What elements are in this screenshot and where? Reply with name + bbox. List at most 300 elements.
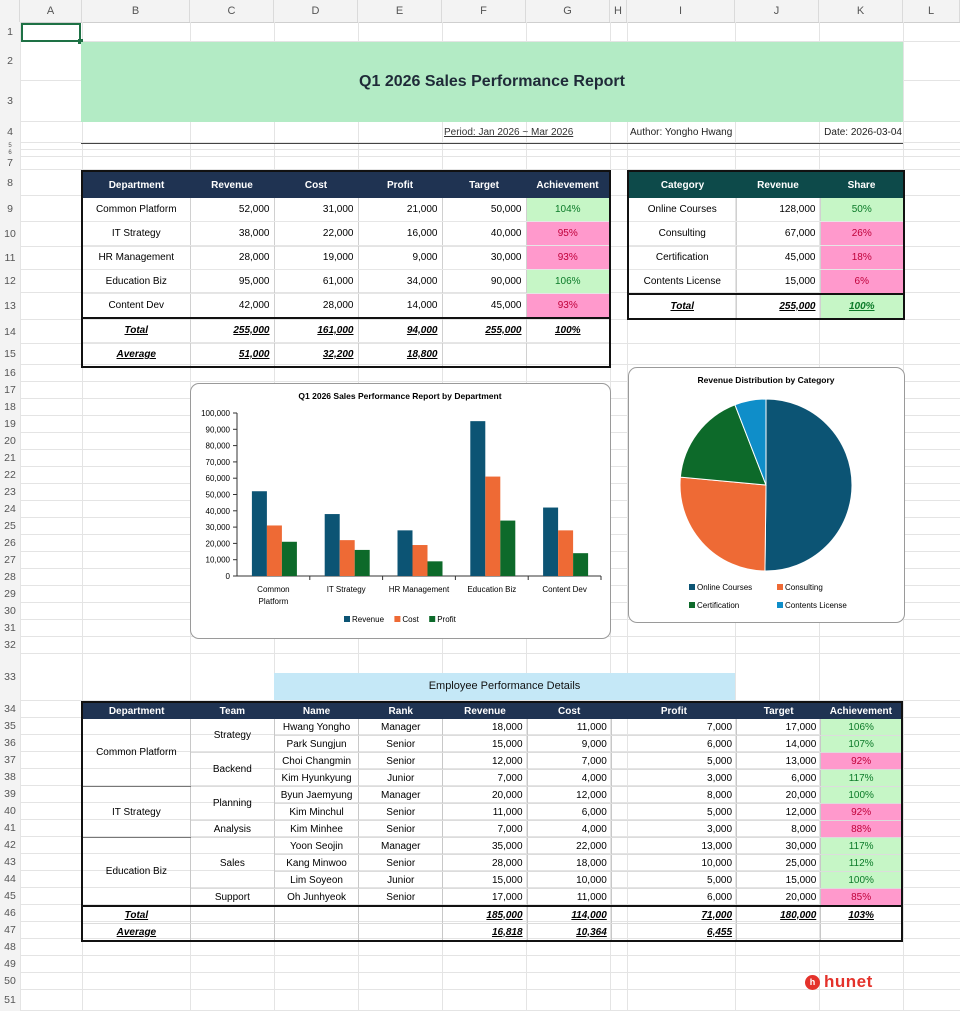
- column-header-cell[interactable]: Revenue: [443, 702, 527, 719]
- row-header[interactable]: 43: [4, 856, 16, 868]
- total-cell[interactable]: Total: [82, 318, 190, 343]
- profit-cell[interactable]: 7,000: [611, 719, 736, 736]
- x-tick-label: Platform: [258, 597, 289, 606]
- rank-cell[interactable]: Manager: [359, 787, 443, 804]
- team-cell[interactable]: Backend: [190, 753, 274, 787]
- bar-revenue: [325, 514, 340, 576]
- column-header-cell[interactable]: Department: [82, 702, 190, 719]
- row-header[interactable]: 13: [4, 300, 16, 312]
- column-header[interactable]: K: [819, 0, 903, 22]
- row-header[interactable]: 6: [8, 150, 12, 156]
- bar-cost: [267, 525, 282, 576]
- row-header[interactable]: 47: [4, 924, 16, 936]
- row-header[interactable]: 9: [7, 203, 13, 215]
- profit-cell[interactable]: 14,000: [358, 294, 442, 319]
- row-header[interactable]: 25: [4, 520, 16, 532]
- legend-swatch: [689, 584, 695, 590]
- revenue-cell[interactable]: 15,000: [736, 270, 820, 295]
- header-target: Target: [442, 171, 526, 198]
- name-cell[interactable]: Kim Minchul: [274, 804, 358, 821]
- table-row: [628, 246, 904, 270]
- column-header-bar: [0, 0, 960, 23]
- share-cell[interactable]: 18%: [820, 246, 904, 270]
- achievement-cell[interactable]: 100%: [821, 872, 902, 889]
- row-header[interactable]: 49: [4, 958, 16, 970]
- name-cell[interactable]: Yoon Seojin: [274, 838, 358, 855]
- row-header[interactable]: 11: [4, 252, 16, 264]
- category-cell[interactable]: Online Courses: [628, 198, 736, 222]
- target-cell[interactable]: 20,000: [737, 889, 821, 907]
- total-cell[interactable]: 185,000: [443, 906, 527, 924]
- revenue-cell[interactable]: 42,000: [190, 294, 274, 319]
- name-cell[interactable]: Lim Soyeon: [274, 872, 358, 889]
- name-cell[interactable]: Choi Changmin: [274, 753, 358, 770]
- column-header-cell[interactable]: Achievement: [821, 702, 902, 719]
- achievement-cell[interactable]: 117%: [821, 838, 902, 855]
- x-tick-label: Common: [257, 585, 290, 594]
- target-cell[interactable]: 14,000: [737, 736, 821, 753]
- table-row: [82, 821, 902, 838]
- row-header[interactable]: 21: [4, 452, 16, 464]
- cost-cell[interactable]: 9,000: [527, 736, 611, 753]
- row-header[interactable]: 7: [7, 157, 13, 169]
- column-header[interactable]: F: [442, 0, 526, 22]
- revenue-cell[interactable]: 17,000: [443, 889, 527, 907]
- cost-cell[interactable]: 31,000: [274, 198, 358, 222]
- category-summary-table: [627, 170, 905, 320]
- department-cell[interactable]: IT Strategy: [82, 787, 190, 838]
- row-header[interactable]: 28: [4, 571, 16, 583]
- bar-revenue: [252, 491, 267, 576]
- row-header[interactable]: 41: [4, 822, 16, 834]
- row-header[interactable]: 40: [4, 805, 16, 817]
- revenue-cell[interactable]: 20,000: [443, 787, 527, 804]
- column-header[interactable]: A: [20, 0, 82, 22]
- cost-cell[interactable]: 12,000: [527, 787, 611, 804]
- table-row: [628, 270, 904, 295]
- page-title: Q1 2026 Sales Performance Report: [81, 42, 903, 122]
- meta-divider: [81, 143, 903, 144]
- revenue-cell[interactable]: 52,000: [190, 198, 274, 222]
- bar-revenue: [470, 421, 485, 576]
- share-cell[interactable]: 6%: [820, 270, 904, 295]
- average-cell[interactable]: 18,800: [358, 343, 442, 368]
- target-cell[interactable]: 13,000: [737, 753, 821, 770]
- header-department: Department: [82, 171, 190, 198]
- target-cell[interactable]: 20,000: [737, 787, 821, 804]
- team-cell[interactable]: Analysis: [190, 821, 274, 838]
- bar-profit: [428, 561, 443, 576]
- profit-cell[interactable]: 9,000: [358, 246, 442, 270]
- header-share: Share: [820, 171, 904, 198]
- row-header[interactable]: 3: [7, 95, 13, 107]
- total-cell[interactable]: 114,000: [527, 906, 611, 924]
- average-cell[interactable]: [526, 343, 610, 368]
- column-header-cell[interactable]: Name: [274, 702, 358, 719]
- rank-cell[interactable]: Manager: [359, 838, 443, 855]
- header-profit: Profit: [358, 171, 442, 198]
- logo-text: hunet: [824, 972, 873, 991]
- average-cell[interactable]: [190, 924, 274, 942]
- target-cell[interactable]: 12,000: [737, 804, 821, 821]
- column-header[interactable]: B: [82, 0, 190, 22]
- header-category: Category: [628, 171, 736, 198]
- row-header[interactable]: 23: [4, 486, 16, 498]
- total-cell[interactable]: 255,000: [442, 318, 526, 343]
- total-cell[interactable]: 255,000: [736, 294, 820, 319]
- achievement-cell[interactable]: 85%: [821, 889, 902, 907]
- profit-cell[interactable]: 21,000: [358, 198, 442, 222]
- profit-cell[interactable]: 16,000: [358, 222, 442, 246]
- target-cell[interactable]: 6,000: [737, 770, 821, 787]
- cost-cell[interactable]: 22,000: [274, 222, 358, 246]
- profit-cell[interactable]: 3,000: [611, 821, 736, 838]
- legend-swatch: [777, 602, 783, 608]
- average-cell[interactable]: 10,364: [527, 924, 611, 942]
- column-header[interactable]: L: [903, 0, 960, 22]
- rank-cell[interactable]: Senior: [359, 889, 443, 907]
- category-cell[interactable]: Certification: [628, 246, 736, 270]
- name-cell[interactable]: Kim Minhee: [274, 821, 358, 838]
- cost-cell[interactable]: 11,000: [527, 719, 611, 736]
- row-header[interactable]: 15: [4, 348, 16, 360]
- row-header[interactable]: 37: [4, 754, 16, 766]
- row-header[interactable]: 26: [4, 537, 16, 549]
- achievement-cell[interactable]: 117%: [821, 770, 902, 787]
- achievement-cell[interactable]: 93%: [526, 294, 610, 319]
- cost-cell[interactable]: 22,000: [527, 838, 611, 855]
- column-header[interactable]: C: [190, 0, 274, 22]
- revenue-cell[interactable]: 7,000: [443, 821, 527, 838]
- select-all-corner[interactable]: [0, 0, 20, 22]
- total-cell[interactable]: 100%: [526, 318, 610, 343]
- achievement-cell[interactable]: 112%: [821, 855, 902, 872]
- rank-cell[interactable]: Junior: [359, 872, 443, 889]
- row-header[interactable]: 2: [7, 55, 13, 67]
- target-cell[interactable]: 45,000: [442, 294, 526, 319]
- row-header[interactable]: 10: [4, 228, 16, 240]
- legend-swatch: [689, 602, 695, 608]
- cost-cell[interactable]: 19,000: [274, 246, 358, 270]
- profit-cell[interactable]: 6,000: [611, 889, 736, 907]
- bar-revenue: [543, 508, 558, 576]
- employee-performance-table: [81, 701, 903, 942]
- achievement-cell[interactable]: 92%: [821, 804, 902, 821]
- row-header[interactable]: 36: [4, 737, 16, 749]
- name-cell[interactable]: Oh Junhyeok: [274, 889, 358, 907]
- row-header[interactable]: 27: [4, 554, 16, 566]
- share-cell[interactable]: 26%: [820, 222, 904, 246]
- bar-cost: [558, 530, 573, 576]
- legend-swatch-revenue: [344, 616, 350, 622]
- logo-icon: h: [805, 975, 820, 990]
- average-cell[interactable]: [821, 924, 902, 942]
- cost-cell[interactable]: 11,000: [527, 889, 611, 907]
- profit-cell[interactable]: 34,000: [358, 270, 442, 294]
- target-cell[interactable]: 50,000: [442, 198, 526, 222]
- profit-cell[interactable]: 8,000: [611, 787, 736, 804]
- team-cell[interactable]: Support: [190, 889, 274, 907]
- cost-cell[interactable]: 28,000: [274, 294, 358, 319]
- cost-cell[interactable]: 18,000: [527, 855, 611, 872]
- table-row: [628, 222, 904, 246]
- chart-title: Revenue Distribution by Category: [697, 375, 835, 385]
- row-header[interactable]: 44: [4, 873, 16, 885]
- achievement-cell[interactable]: 106%: [821, 719, 902, 736]
- legend-label: Cost: [402, 615, 419, 624]
- average-cell[interactable]: 16,818: [443, 924, 527, 942]
- total-cell[interactable]: 180,000: [737, 906, 821, 924]
- rank-cell[interactable]: Senior: [359, 753, 443, 770]
- revenue-cell[interactable]: 128,000: [736, 198, 820, 222]
- row-header[interactable]: 46: [4, 907, 16, 919]
- total-cell[interactable]: 103%: [821, 906, 902, 924]
- row-header[interactable]: 35: [4, 720, 16, 732]
- column-header-cell[interactable]: Profit: [611, 702, 736, 719]
- target-cell[interactable]: 25,000: [737, 855, 821, 872]
- cost-cell[interactable]: 4,000: [527, 821, 611, 838]
- name-cell[interactable]: Kang Minwoo: [274, 855, 358, 872]
- row-header[interactable]: 30: [4, 605, 16, 617]
- bar-cost: [485, 477, 500, 576]
- profit-cell[interactable]: 3,000: [611, 770, 736, 787]
- table-row: [82, 719, 902, 736]
- column-header[interactable]: G: [526, 0, 610, 22]
- bar-cost: [340, 540, 355, 576]
- rank-cell[interactable]: Senior: [359, 736, 443, 753]
- total-cell[interactable]: 71,000: [611, 906, 736, 924]
- column-header-cell[interactable]: Cost: [527, 702, 611, 719]
- rank-cell[interactable]: Junior: [359, 770, 443, 787]
- revenue-cell[interactable]: 45,000: [736, 246, 820, 270]
- row-header[interactable]: 14: [4, 326, 16, 338]
- column-header-cell[interactable]: Rank: [359, 702, 443, 719]
- legend-label: Online Courses: [697, 583, 753, 592]
- average-cell[interactable]: 51,000: [190, 343, 274, 368]
- total-cell[interactable]: [359, 906, 443, 924]
- row-header[interactable]: 33: [4, 671, 16, 683]
- revenue-cell[interactable]: 18,000: [443, 719, 527, 736]
- table-row: [82, 838, 902, 855]
- total-cell[interactable]: 255,000: [190, 318, 274, 343]
- profit-cell[interactable]: 5,000: [611, 753, 736, 770]
- total-row: [82, 318, 610, 343]
- achievement-cell[interactable]: 104%: [526, 198, 610, 222]
- category-pie-chart[interactable]: [628, 367, 905, 623]
- profit-cell[interactable]: 10,000: [611, 855, 736, 872]
- revenue-cell[interactable]: 67,000: [736, 222, 820, 246]
- column-header[interactable]: I: [627, 0, 735, 22]
- legend-label: Certification: [697, 601, 740, 610]
- y-tick-label: 50,000: [205, 490, 230, 500]
- total-cell[interactable]: [274, 906, 358, 924]
- average-cell[interactable]: [442, 343, 526, 368]
- cost-cell[interactable]: 6,000: [527, 804, 611, 821]
- column-header[interactable]: E: [358, 0, 442, 22]
- name-cell[interactable]: Kim Hyunkyung: [274, 770, 358, 787]
- row-header[interactable]: 20: [4, 435, 16, 447]
- bar-revenue: [398, 530, 413, 576]
- average-cell[interactable]: [737, 924, 821, 942]
- legend-label: Contents License: [785, 601, 847, 610]
- y-tick-label: 60,000: [205, 474, 230, 484]
- row-header[interactable]: 4: [7, 126, 13, 138]
- bar-chart-svg: [191, 384, 610, 638]
- row-header[interactable]: 31: [4, 622, 16, 634]
- header-revenue: Revenue: [736, 171, 820, 198]
- category-cell[interactable]: Contents License: [628, 270, 736, 295]
- achievement-cell[interactable]: 92%: [821, 753, 902, 770]
- total-row: [628, 294, 904, 319]
- bar-cost: [413, 545, 428, 576]
- column-header[interactable]: J: [735, 0, 819, 22]
- total-cell[interactable]: 161,000: [274, 318, 358, 343]
- revenue-cell[interactable]: 7,000: [443, 770, 527, 787]
- table-row: [82, 270, 610, 294]
- average-cell[interactable]: [359, 924, 443, 942]
- name-cell[interactable]: Park Sungjun: [274, 736, 358, 753]
- department-cell[interactable]: Common Platform: [82, 719, 190, 787]
- achievement-cell[interactable]: 107%: [821, 736, 902, 753]
- total-cell[interactable]: Total: [82, 906, 190, 924]
- target-cell[interactable]: 17,000: [737, 719, 821, 736]
- target-cell[interactable]: 40,000: [442, 222, 526, 246]
- name-cell[interactable]: Byun Jaemyung: [274, 787, 358, 804]
- total-cell[interactable]: 100%: [820, 294, 904, 319]
- y-tick-label: 10,000: [205, 555, 230, 565]
- achievement-cell[interactable]: 100%: [821, 787, 902, 804]
- rank-cell[interactable]: Senior: [359, 804, 443, 821]
- y-tick-label: 70,000: [205, 457, 230, 467]
- rank-cell[interactable]: Manager: [359, 719, 443, 736]
- row-header[interactable]: 1: [7, 26, 13, 38]
- achievement-cell[interactable]: 88%: [821, 821, 902, 838]
- average-row: [82, 343, 610, 368]
- profit-cell[interactable]: 5,000: [611, 872, 736, 889]
- team-cell[interactable]: Planning: [190, 787, 274, 821]
- cost-cell[interactable]: 4,000: [527, 770, 611, 787]
- rank-cell[interactable]: Senior: [359, 821, 443, 838]
- name-cell[interactable]: Hwang Yongho: [274, 719, 358, 736]
- row-header[interactable]: 8: [7, 177, 13, 189]
- row-header[interactable]: 48: [4, 941, 16, 953]
- category-cell[interactable]: Consulting: [628, 222, 736, 246]
- profit-cell[interactable]: 5,000: [611, 804, 736, 821]
- row-header[interactable]: 17: [4, 384, 16, 396]
- achievement-cell[interactable]: 95%: [526, 222, 610, 246]
- target-cell[interactable]: 90,000: [442, 270, 526, 294]
- target-cell[interactable]: 30,000: [442, 246, 526, 270]
- target-cell[interactable]: 30,000: [737, 838, 821, 855]
- x-tick-label: HR Management: [388, 585, 450, 594]
- revenue-cell[interactable]: 15,000: [443, 872, 527, 889]
- y-tick-label: 20,000: [205, 539, 230, 549]
- target-cell[interactable]: 8,000: [737, 821, 821, 838]
- row-header[interactable]: 5: [8, 143, 12, 149]
- profit-cell[interactable]: 13,000: [611, 838, 736, 855]
- column-header-cell[interactable]: Target: [737, 702, 821, 719]
- hunet-logo: [805, 972, 873, 992]
- grid-col-line: [20, 22, 21, 1011]
- column-header[interactable]: D: [274, 0, 358, 22]
- average-cell[interactable]: 6,455: [611, 924, 736, 942]
- revenue-cell[interactable]: 28,000: [190, 246, 274, 270]
- bar-profit: [500, 521, 515, 576]
- total-cell[interactable]: [190, 906, 274, 924]
- department-cell[interactable]: Content Dev: [82, 294, 190, 319]
- department-cell[interactable]: HR Management: [82, 246, 190, 270]
- column-header-cell[interactable]: Team: [190, 702, 274, 719]
- average-cell[interactable]: Average: [82, 924, 190, 942]
- revenue-cell[interactable]: 15,000: [443, 736, 527, 753]
- department-cell[interactable]: IT Strategy: [82, 222, 190, 246]
- column-header[interactable]: H: [610, 0, 627, 22]
- y-tick-label: 30,000: [205, 523, 230, 533]
- row-header[interactable]: 34: [4, 703, 16, 715]
- team-cell[interactable]: Strategy: [190, 719, 274, 753]
- table-row: [82, 294, 610, 319]
- row-header[interactable]: 38: [4, 771, 16, 783]
- department-bar-chart[interactable]: [190, 383, 611, 639]
- revenue-cell[interactable]: 11,000: [443, 804, 527, 821]
- total-cell[interactable]: 94,000: [358, 318, 442, 343]
- department-cell[interactable]: Common Platform: [82, 198, 190, 222]
- department-cell[interactable]: Education Biz: [82, 838, 190, 907]
- target-cell[interactable]: 15,000: [737, 872, 821, 889]
- y-tick-label: 80,000: [205, 441, 230, 451]
- selected-cell-a1[interactable]: [21, 23, 81, 42]
- row-header[interactable]: 50: [4, 975, 16, 987]
- legend-swatch-profit: [429, 616, 435, 622]
- total-cell[interactable]: Total: [628, 294, 736, 319]
- revenue-cell[interactable]: 28,000: [443, 855, 527, 872]
- achievement-cell[interactable]: 106%: [526, 270, 610, 294]
- profit-cell[interactable]: 6,000: [611, 736, 736, 753]
- chart-title: Q1 2026 Sales Performance Report by Department: [298, 391, 502, 401]
- row-header[interactable]: 32: [4, 639, 16, 651]
- row-header[interactable]: 22: [4, 469, 16, 481]
- row-header[interactable]: 12: [4, 275, 16, 287]
- average-cell[interactable]: Average: [82, 343, 190, 368]
- revenue-cell[interactable]: 38,000: [190, 222, 274, 246]
- row-header[interactable]: 24: [4, 503, 16, 515]
- y-tick-label: 0: [225, 572, 230, 581]
- row-header[interactable]: 29: [4, 588, 16, 600]
- average-cell[interactable]: [274, 924, 358, 942]
- department-cell[interactable]: Education Biz: [82, 270, 190, 294]
- revenue-cell[interactable]: 12,000: [443, 753, 527, 770]
- report-author: Author: Yongho Hwang: [630, 127, 733, 138]
- row-header[interactable]: 16: [4, 367, 16, 379]
- cost-cell[interactable]: 61,000: [274, 270, 358, 294]
- row-header[interactable]: 19: [4, 418, 16, 430]
- cost-cell[interactable]: 7,000: [527, 753, 611, 770]
- row-header[interactable]: 45: [4, 890, 16, 902]
- row-header[interactable]: 42: [4, 839, 16, 851]
- average-cell[interactable]: 32,200: [274, 343, 358, 368]
- team-cell[interactable]: Sales: [190, 838, 274, 889]
- row-header[interactable]: 39: [4, 788, 16, 800]
- revenue-cell[interactable]: 95,000: [190, 270, 274, 294]
- achievement-cell[interactable]: 93%: [526, 246, 610, 270]
- report-date: Date: 2026-03-04: [824, 127, 902, 138]
- share-cell[interactable]: 50%: [820, 198, 904, 222]
- row-header[interactable]: 51: [4, 994, 16, 1006]
- row-header[interactable]: 18: [4, 401, 16, 413]
- cost-cell[interactable]: 10,000: [527, 872, 611, 889]
- revenue-cell[interactable]: 35,000: [443, 838, 527, 855]
- rank-cell[interactable]: Senior: [359, 855, 443, 872]
